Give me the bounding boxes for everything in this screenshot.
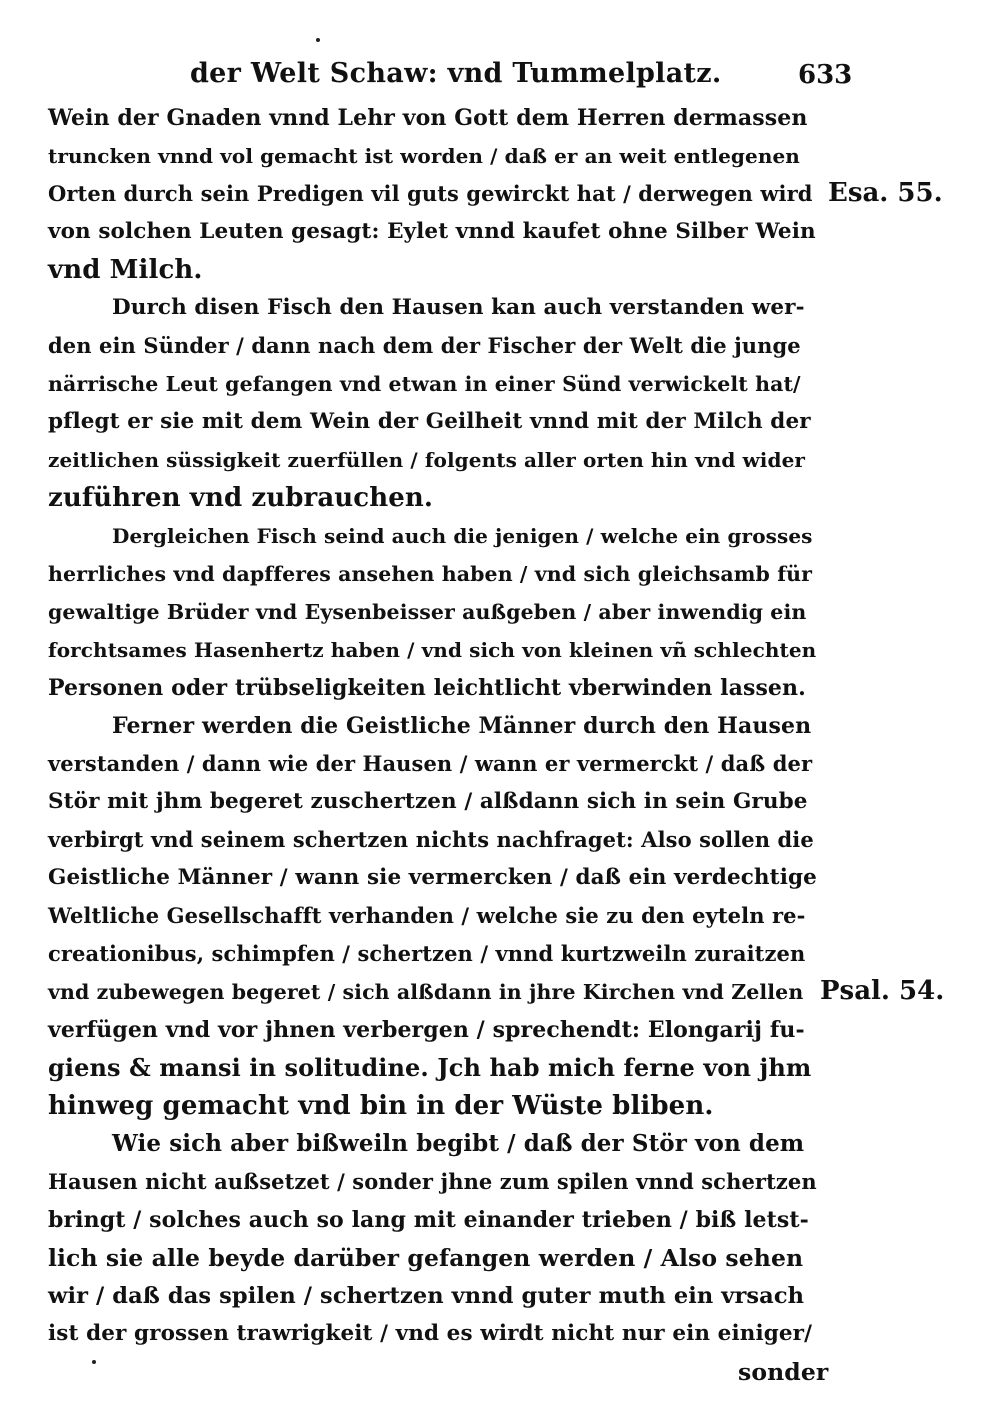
margin-note-esa: Esa. 55.	[828, 178, 943, 208]
paragraph-start-line: Dergleichen Fisch seind auch die jenigen / welche ein grosses	[112, 524, 813, 548]
text-line: Hausen nicht außsetzet / sonder jhne zum spilen vnnd schertzen	[48, 1169, 817, 1194]
text-line: hinweg gemacht vnd bin in der Wüste bliben.	[48, 1091, 714, 1121]
page-number: 633	[798, 60, 853, 90]
text-line: Orten durch sein Predigen vil guts gewirckt hat / derwegen wird	[48, 181, 813, 206]
text-line: lich sie alle beyde darüber gefangen werden / Also sehen	[48, 1244, 804, 1272]
running-title: der Welt Schaw: vnd Tummelplatz.	[190, 58, 722, 89]
text-line: Personen oder trübseligkeiten leichtlicht vberwinden lassen.	[48, 675, 806, 701]
text-line: wir / daß das spilen / schertzen vnnd guter muth ein vrsach	[48, 1283, 805, 1309]
text-line: pflegt er sie mit dem Wein der Geilheit vnnd mit der Milch der	[48, 409, 811, 434]
text-line: verstanden / dann wie der Hausen / wann er vermerckt / daß der	[48, 751, 813, 776]
text-line: forchtsames Hasenhertz haben / vnd sich von kleinen vñ schlechten	[48, 638, 817, 662]
text-line: bringt / solches auch so lang mit einander trieben / biß letst-	[48, 1207, 809, 1233]
catchword: sonder	[738, 1358, 829, 1386]
text-line: vnd zubewegen begeret / sich alßdann in jhre Kirchen vnd Zellen	[48, 980, 804, 1004]
paragraph-start-line: Ferner werden die Geistliche Männer durch den Hausen	[112, 713, 812, 739]
text-line: verbirgt vnd seinem schertzen nichts nachfraget: Also sollen die	[48, 827, 814, 852]
text-line: ist der grossen trawrigkeit / vnd es wirdt nicht nur ein einiger/	[48, 1321, 813, 1346]
text-line: Stör mit jhm begeret zuschertzen / alßdann sich in sein Grube	[48, 789, 808, 814]
text-line: gewaltige Brüder vnd Eysenbeisser außgeben / aber inwendig ein	[48, 600, 807, 624]
text-line: von solchen Leuten gesagt: Eylet vnnd kaufet ohne Silber Wein	[48, 219, 816, 244]
text-line: zuführen vnd zubrauchen.	[48, 483, 434, 513]
text-line: creationibus, schimpfen / schertzen / vnnd kurtzweiln zuraitzen	[48, 941, 806, 966]
ink-speck	[92, 1360, 96, 1364]
text-line: zeitlichen süssigkeit zuerfüllen / folgents aller orten hin vnd wider	[48, 448, 806, 472]
text-line: Weltliche Gesellschafft verhanden / welche sie zu den eyteln re-	[48, 903, 806, 928]
paragraph-start-line: Wie sich aber bißweiln begibt / daß der Stör von dem	[112, 1130, 805, 1157]
text-line: Geistliche Männer / wann sie vermercken / daß ein verdechtige	[48, 865, 817, 890]
text-line: Wein der Gnaden vnnd Lehr von Gott dem Herren dermassen	[48, 105, 808, 131]
text-line: vnd Milch.	[48, 255, 203, 285]
text-line: herrliches vnd dapfferes ansehen haben / vnd sich gleichsamb für	[48, 562, 813, 586]
text-line: närrische Leut gefangen vnd etwan in einer Sünd verwickelt hat/	[48, 372, 801, 396]
text-line: truncken vnnd vol gemacht ist worden / daß er an weit entlegenen	[48, 144, 800, 168]
margin-note-psal: Psal. 54.	[820, 976, 945, 1006]
text-line: giens & mansi in solitudine. Jch hab mich ferne von jhm	[48, 1053, 812, 1082]
ink-speck	[316, 38, 320, 42]
paragraph-start-line: Durch disen Fisch den Hausen kan auch verstanden wer-	[112, 295, 805, 320]
text-line: den ein Sünder / dann nach dem der Fischer der Welt die junge	[48, 333, 801, 358]
text-line: verfügen vnd vor jhnen verbergen / sprechendt: Elongarij fu-	[48, 1017, 805, 1043]
